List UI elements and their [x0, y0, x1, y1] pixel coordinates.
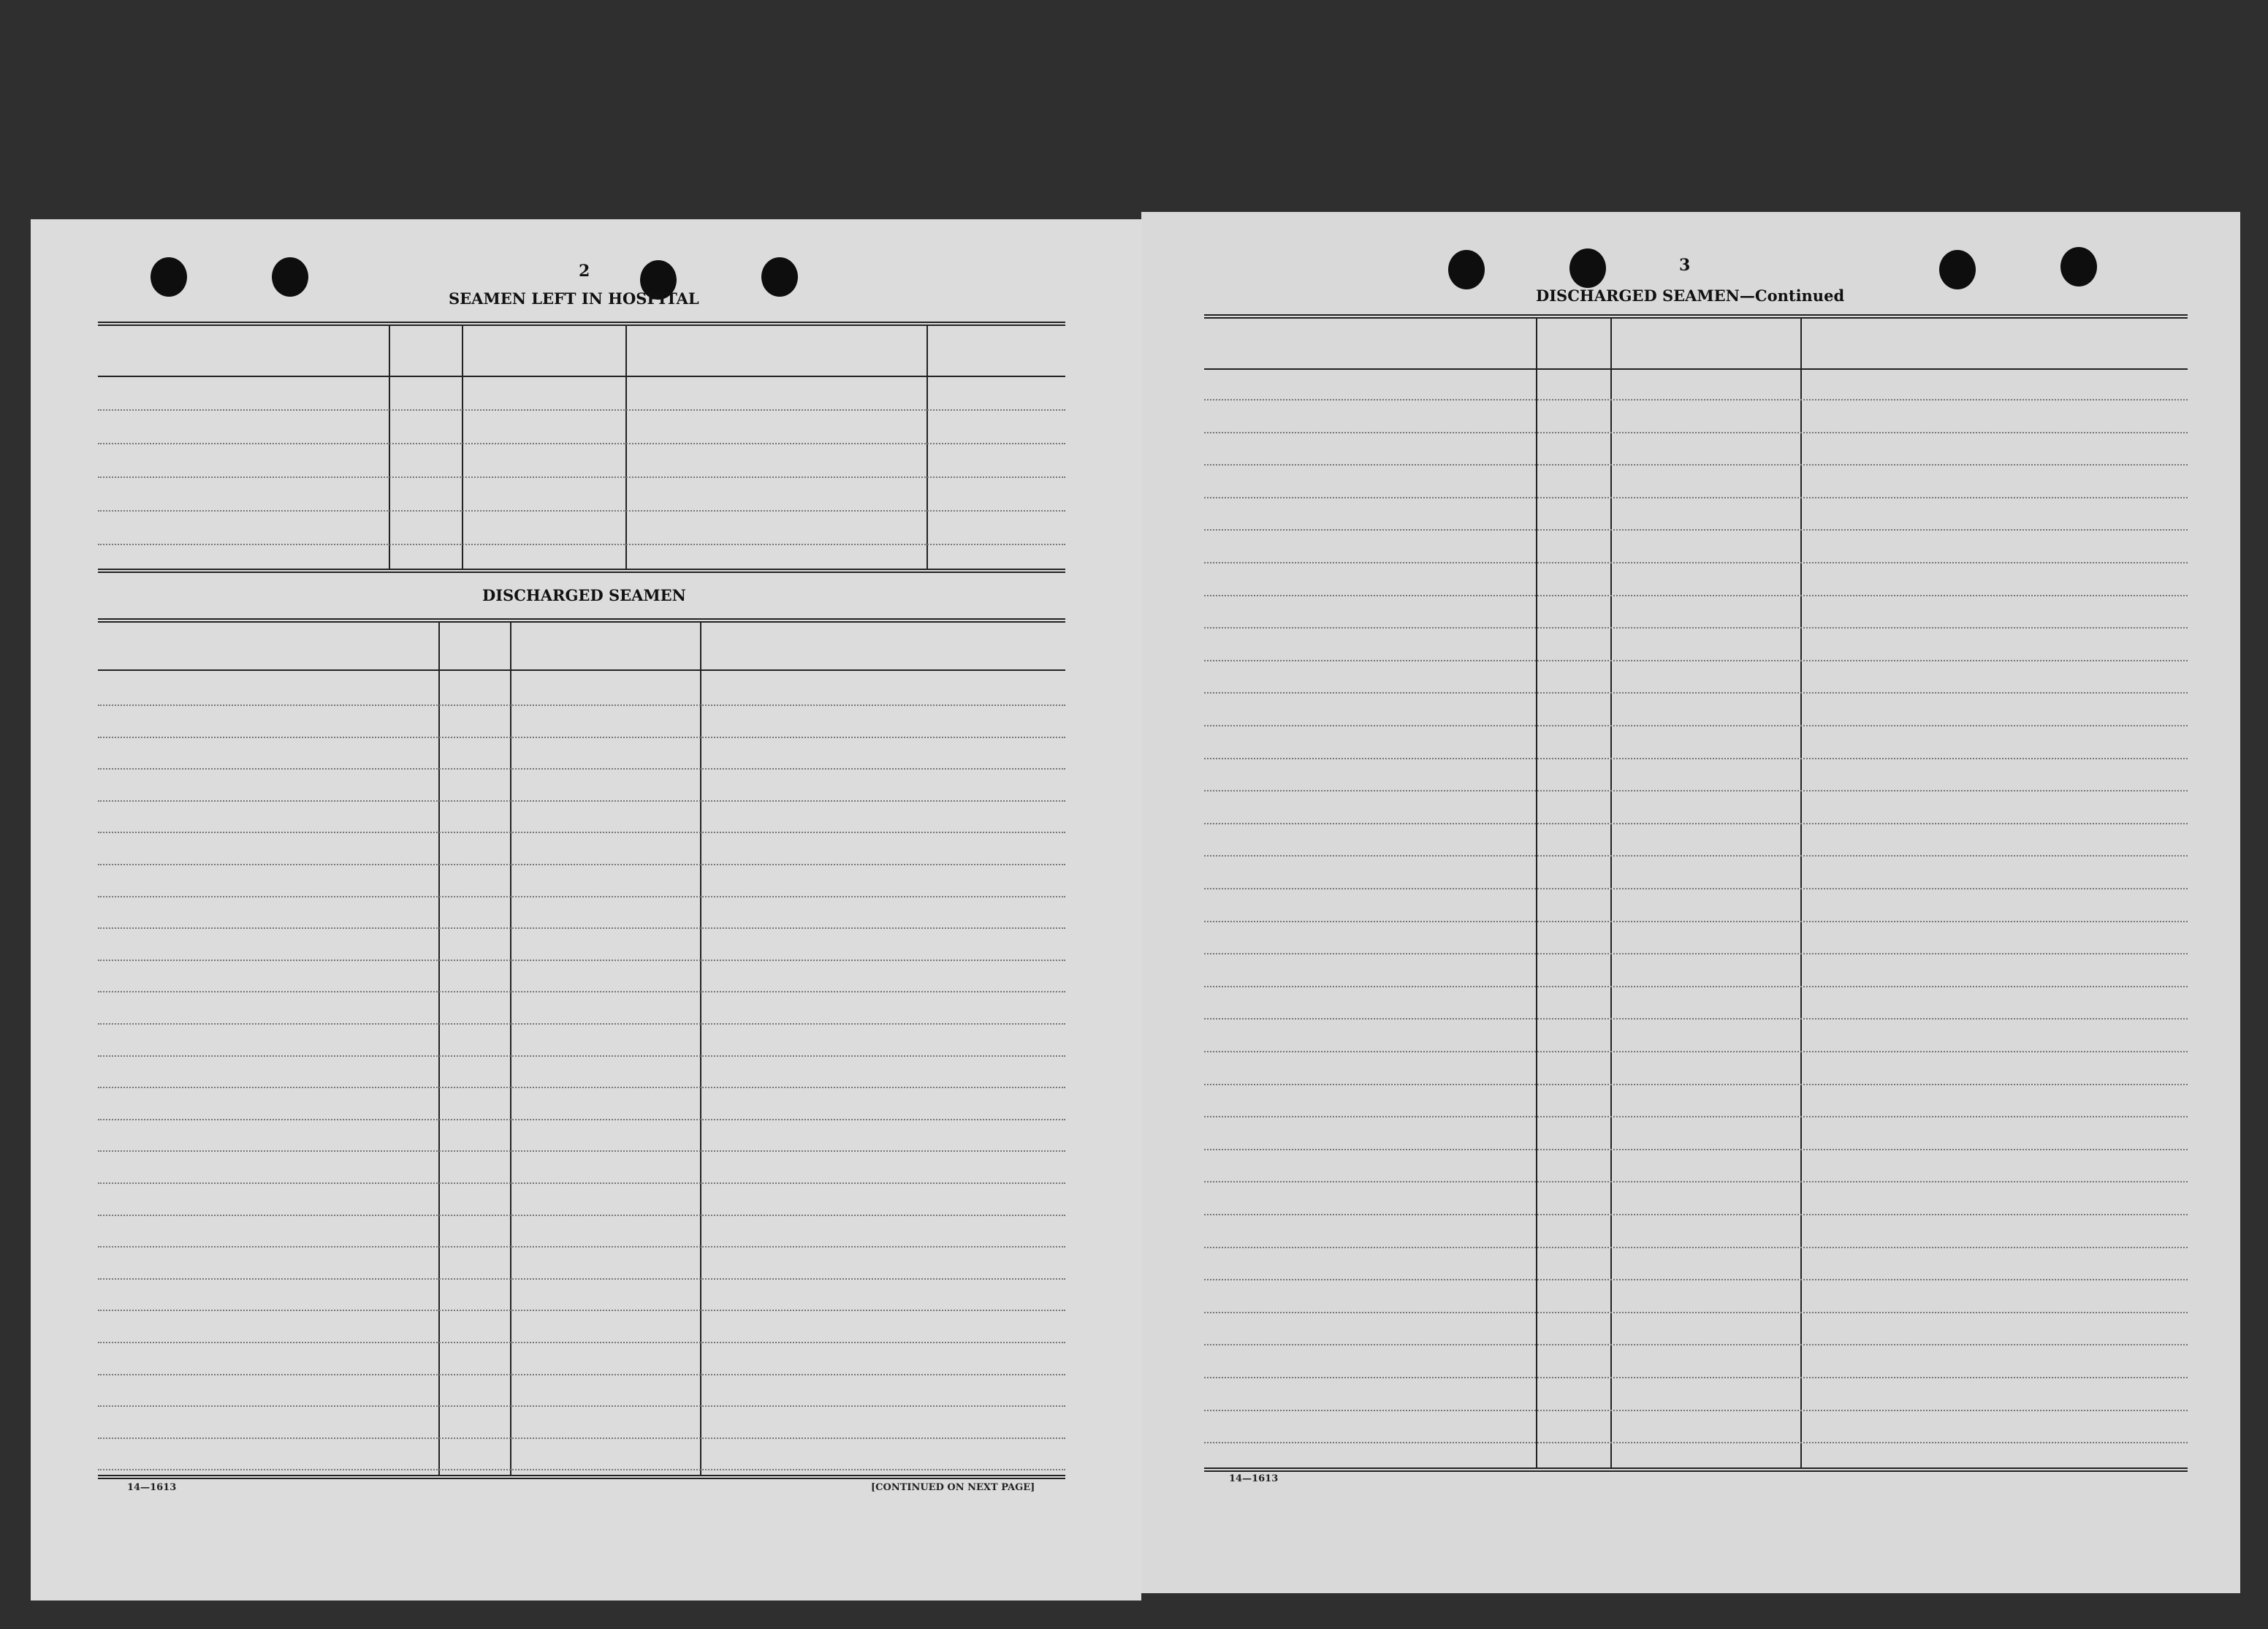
binder-hole-icon: [2060, 247, 2097, 286]
row-rule: [98, 737, 1065, 738]
row-rule: [1204, 1181, 2188, 1182]
form-number: 14—1613: [127, 1482, 177, 1493]
row-rule: [1204, 953, 2188, 954]
row-rule: [1204, 1442, 2188, 1443]
column-divider: [625, 324, 627, 569]
continued-note: [CONTINUED ON NEXT PAGE]: [871, 1482, 1035, 1493]
row-rule: [98, 1182, 1065, 1184]
row-rule: [98, 1310, 1065, 1311]
header-rule: [98, 376, 1065, 377]
row-rule: [98, 705, 1065, 706]
row-rule: [1204, 562, 2188, 563]
column-divider: [926, 324, 928, 569]
continued-section-title: DISCHARGED SEAMEN—Continued: [1536, 286, 1845, 305]
binder-hole-icon: [272, 257, 308, 297]
row-rule: [1204, 1214, 2188, 1215]
table-top-rule: [98, 618, 1065, 623]
right-page: [1141, 212, 2240, 1593]
row-rule: [1204, 529, 2188, 531]
row-rule: [1204, 1410, 2188, 1411]
row-rule: [98, 1374, 1065, 1375]
row-rule: [98, 1469, 1065, 1470]
row-rule: [98, 1119, 1065, 1120]
binder-hole-icon: [761, 257, 798, 297]
row-rule: [98, 800, 1065, 802]
column-divider: [438, 621, 440, 1475]
row-rule: [1204, 1344, 2188, 1345]
row-rule: [98, 768, 1065, 770]
row-rule: [1204, 725, 2188, 726]
row-rule: [1204, 1116, 2188, 1117]
table-bottom-rule: [98, 569, 1065, 573]
row-rule: [98, 1023, 1065, 1025]
row-rule: [98, 1055, 1065, 1057]
binder-hole-icon: [1569, 248, 1606, 288]
row-rule: [98, 1342, 1065, 1343]
row-rule: [98, 960, 1065, 961]
row-rule: [98, 1150, 1065, 1152]
row-rule: [1204, 921, 2188, 922]
row-rule: [1204, 497, 2188, 498]
left-page: [31, 219, 1141, 1600]
row-rule: [1204, 1312, 2188, 1313]
row-rule: [98, 544, 1065, 545]
row-rule: [1204, 399, 2188, 400]
table-top-rule: [1204, 314, 2188, 319]
row-rule: [98, 1405, 1065, 1407]
row-rule: [98, 409, 1065, 411]
row-rule: [1204, 1051, 2188, 1052]
row-rule: [98, 1087, 1065, 1088]
discharged-section-title: DISCHARGED SEAMEN: [482, 586, 686, 604]
row-rule: [1204, 888, 2188, 889]
row-rule: [1204, 1149, 2188, 1150]
row-rule: [98, 832, 1065, 833]
row-rule: [98, 510, 1065, 512]
column-divider: [510, 621, 511, 1475]
row-rule: [98, 1246, 1065, 1248]
column-divider: [389, 324, 390, 569]
column-divider: [1610, 317, 1612, 1467]
row-rule: [98, 443, 1065, 444]
hospital-section-title: SEAMEN LEFT IN HOSPITAL: [449, 289, 699, 308]
column-divider: [462, 324, 463, 569]
header-rule: [1204, 368, 2188, 370]
page-number: 2: [579, 262, 590, 281]
table-top-rule: [98, 322, 1065, 326]
column-divider: [1800, 317, 1802, 1467]
table-bottom-rule: [98, 1475, 1065, 1479]
row-rule: [1204, 758, 2188, 759]
row-rule: [98, 991, 1065, 992]
row-rule: [98, 864, 1065, 865]
row-rule: [1204, 1247, 2188, 1248]
row-rule: [1204, 986, 2188, 987]
row-rule: [1204, 790, 2188, 791]
binder-hole-icon: [1939, 250, 1976, 289]
row-rule: [1204, 432, 2188, 433]
row-rule: [1204, 627, 2188, 629]
row-rule: [1204, 464, 2188, 466]
page-number: 3: [1679, 256, 1691, 275]
row-rule: [98, 1215, 1065, 1216]
row-rule: [98, 927, 1065, 929]
column-divider: [1536, 317, 1537, 1467]
binder-hole-icon: [1448, 250, 1485, 289]
column-divider: [700, 621, 701, 1475]
binder-hole-icon: [151, 257, 187, 297]
row-rule: [1204, 1084, 2188, 1085]
form-number: 14—1613: [1229, 1473, 1279, 1484]
row-rule: [1204, 1377, 2188, 1378]
row-rule: [1204, 855, 2188, 857]
row-rule: [1204, 595, 2188, 596]
row-rule: [1204, 1018, 2188, 1019]
table-bottom-rule: [1204, 1467, 2188, 1472]
row-rule: [1204, 823, 2188, 824]
row-rule: [98, 1278, 1065, 1280]
header-rule: [98, 669, 1065, 671]
row-rule: [1204, 1279, 2188, 1280]
row-rule: [98, 896, 1065, 897]
row-rule: [98, 1438, 1065, 1439]
row-rule: [1204, 692, 2188, 694]
row-rule: [1204, 660, 2188, 661]
row-rule: [98, 476, 1065, 478]
